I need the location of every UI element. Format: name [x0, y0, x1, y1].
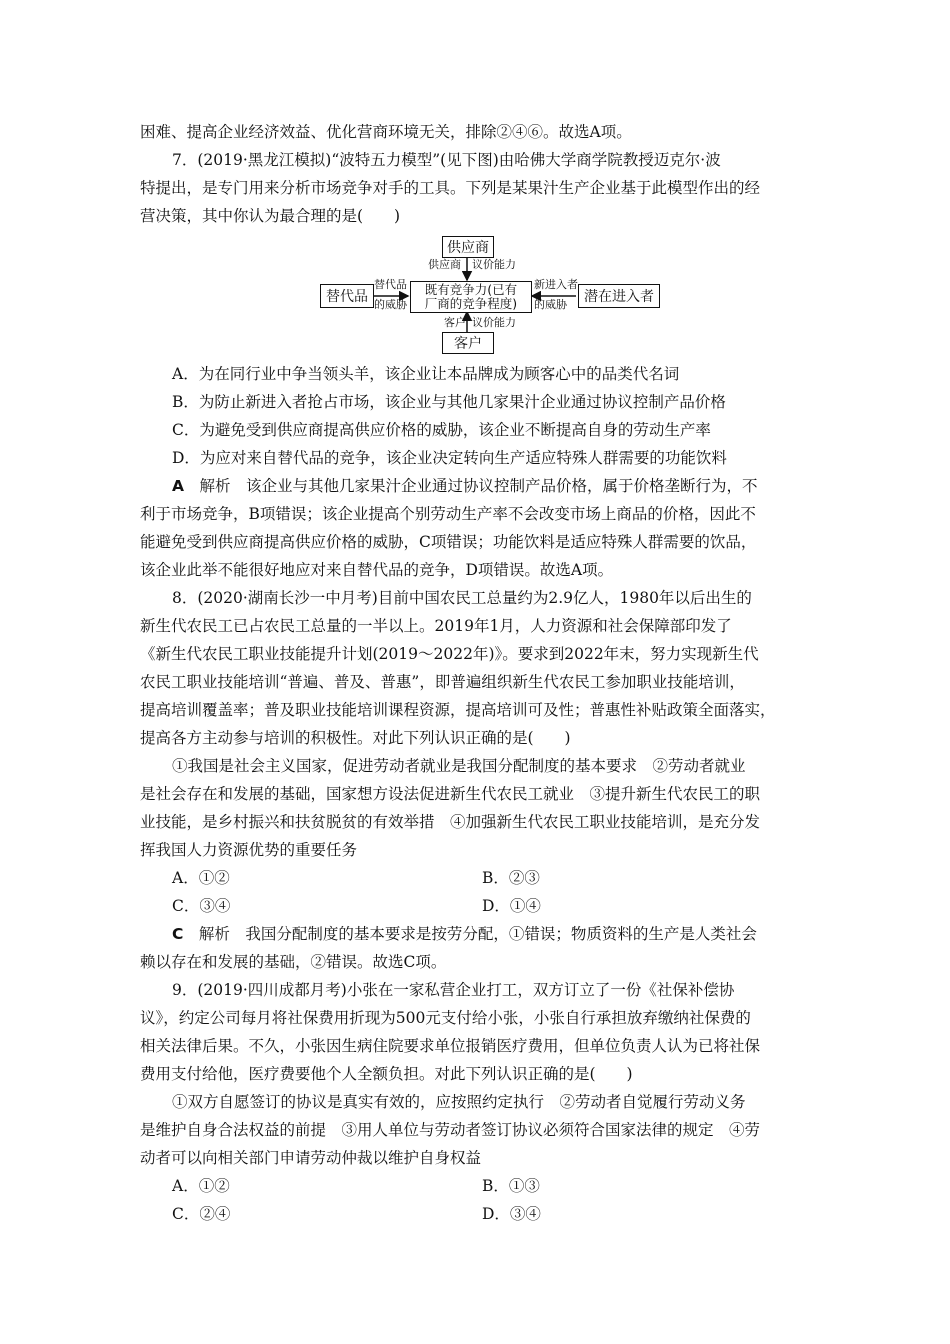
customer-arrow-label-left: 客户: [444, 316, 466, 329]
substitute-box: 替代品: [320, 284, 374, 308]
q8-option-b: B．②③: [482, 869, 540, 887]
q8-analysis-text: 我国分配制度的基本要求是按劳分配，①错误；物质资料的生产是人类社会: [229, 925, 757, 943]
text-line: 《新生代农民工职业技能提升计划(2019～2022年)》。要求到2022年末，努力实现新生代: [140, 645, 759, 663]
q8-option-a: A．①②: [172, 869, 230, 887]
substitute-threat-label-2: 的威胁: [374, 298, 407, 311]
q9-option-d: D．③④: [482, 1205, 541, 1223]
q8-answer: C: [172, 925, 184, 943]
analysis-label: 解析: [198, 925, 230, 943]
q7-answer: A: [172, 477, 184, 495]
supplier-box: 供应商: [442, 236, 494, 258]
supplier-arrow-label-right: 议价能力: [472, 258, 516, 271]
q7-option-d: D．为应对来自替代品的竞争，该企业决定转向生产适应特殊人群需要的功能饮料: [172, 449, 727, 467]
q7-option-c: C．为避免受到供应商提高供应价格的威胁，该企业不断提高自身的劳动生产率: [172, 421, 711, 439]
q9-option-c: C．②④: [172, 1205, 231, 1223]
text-line: 相关法律后果。不久，小张因生病住院要求单位报销医疗费用，但单位负责人认为已将社保: [140, 1037, 761, 1055]
text-line: 提高培训覆盖率；普及职业技能培训课程资源，提高培训可及性；普惠性补贴政策全面落实，: [140, 701, 776, 719]
q9-statements: ①双方自愿签订的协议是真实有效的，应按照约定执行 ②劳动者自觉履行劳动义务: [172, 1093, 746, 1111]
q9-options-row-2: [140, 1200, 820, 1228]
substitute-threat-label-1: 替代品: [374, 278, 407, 291]
existing-competition-box: [410, 281, 532, 313]
q9-option-b: B．①③: [482, 1177, 540, 1195]
text-line: 新生代农民工已占农民工总量的一半以上。2019年1月，人力资源和社会保障部印发了: [140, 617, 732, 635]
question-9-stem: 9．(2019·四川成都月考)小张在一家私营企业打工，双方订立了一份《社保补偿协: [172, 981, 735, 999]
customer-arrow-label-right: 议价能力: [472, 316, 516, 329]
q9-option-a: A．①②: [172, 1177, 230, 1195]
document-page: [140, 118, 820, 1228]
text-line: 议》，约定公司每月将社保费用折现为500元支付给小张，小张自行承担放弃缴纳社保费的: [140, 1009, 751, 1027]
q8-option-d: D．①④: [482, 897, 541, 915]
text-line: 是社会存在和发展的基础，国家想方设法促进新生代农民工就业 ③提升新生代农民工的职: [140, 785, 761, 803]
entrant-threat-label-1: 新进入者: [534, 278, 578, 291]
q8-option-c: C．③④: [172, 897, 231, 915]
supplier-arrow-label-left: 供应商: [428, 258, 461, 271]
customer-box: 客户: [442, 332, 494, 354]
text-line: 特提出，是专门用来分析市场竞争对手的工具。下列是某果汁生产企业基于此模型作出的经: [140, 179, 761, 197]
q9-options-row-1: [140, 1172, 820, 1200]
q7-analysis-line: 该企业此举不能很好地应对来自替代品的竞争，D项错误。故选A项。: [140, 561, 614, 579]
text-line: 是维护自身合法权益的前提 ③用人单位与劳动者签订协议必须符合国家法律的规定 ④劳: [140, 1121, 761, 1139]
analysis-label: 解析: [199, 477, 231, 495]
q7-analysis-text: 该企业与其他几家果汁企业通过协议控制产品价格，属于价格垄断行为，不: [230, 477, 758, 495]
text-line: 农民工职业技能培训“普遍、普及、普惠”，即普遍组织新生代农民工参加职业技能培训，: [140, 673, 745, 691]
text-line: 费用支付给他，医疗费要他个人全额负担。对此下列认识正确的是( ): [140, 1065, 633, 1083]
q8-options-row-2: [140, 892, 820, 920]
text-line: 提高各方主动参与培训的积极性。对此下列认识正确的是( ): [140, 729, 571, 747]
q8-analysis-first-line: [140, 920, 820, 948]
q7-option-a: A．为在同行业中争当领头羊，该企业让本品牌成为顾客心中的品类代名词: [172, 365, 680, 383]
q8-statements: ①我国是社会主义国家，促进劳动者就业是我国分配制度的基本要求 ②劳动者就业: [172, 757, 746, 775]
text-line: 困难、提高企业经济效益、优化营商环境无关，排除②④⑥。故选A项。: [140, 123, 632, 141]
entrant-threat-label-2: 的威胁: [534, 298, 567, 311]
q8-options-row-1: [140, 864, 820, 892]
q7-analysis-line: 利于市场竞争，B项错误；该企业提高个别劳动生产率不会改变市场上商品的价格，因此不: [140, 505, 756, 523]
q8-analysis-line: 赖以存在和发展的基础，②错误。故选C项。: [140, 953, 447, 971]
q7-analysis-line: 能避免受到供应商提高供应价格的威胁，C项错误；功能饮料是适应特殊人群需要的饮品，: [140, 533, 757, 551]
text-line: 业技能，是乡村振兴和扶贫脱贫的有效举措 ④加强新生代农民工职业技能培训，是充分发: [140, 813, 761, 831]
text-line: 动者可以向相关部门申请劳动仲裁以维护自身权益: [140, 1149, 482, 1167]
question-8-stem: 8．(2020·湖南长沙一中月考)目前中国农民工总量约为2.9亿人，1980年以后出生的: [172, 589, 752, 607]
center-line-2: 厂商的竞争程度): [424, 296, 518, 311]
text-line: 挥我国人力资源优势的重要任务: [140, 841, 358, 859]
q7-analysis-first-line: [140, 472, 820, 500]
potential-entrant-box: 潜在进入者: [578, 284, 660, 308]
center-line-1: 既有竞争力(已有: [424, 282, 518, 297]
text-line: 营决策，其中你认为最合理的是( ): [140, 207, 401, 225]
question-7-stem: 7．(2019·黑龙江模拟)“波特五力模型”(见下图)由哈佛大学商学院教授迈克尔·波: [172, 151, 721, 169]
q7-option-b: B．为防止新进入者抢占市场，该企业与其他几家果汁企业通过协议控制产品价格: [172, 393, 726, 411]
five-forces-diagram: [140, 236, 820, 354]
